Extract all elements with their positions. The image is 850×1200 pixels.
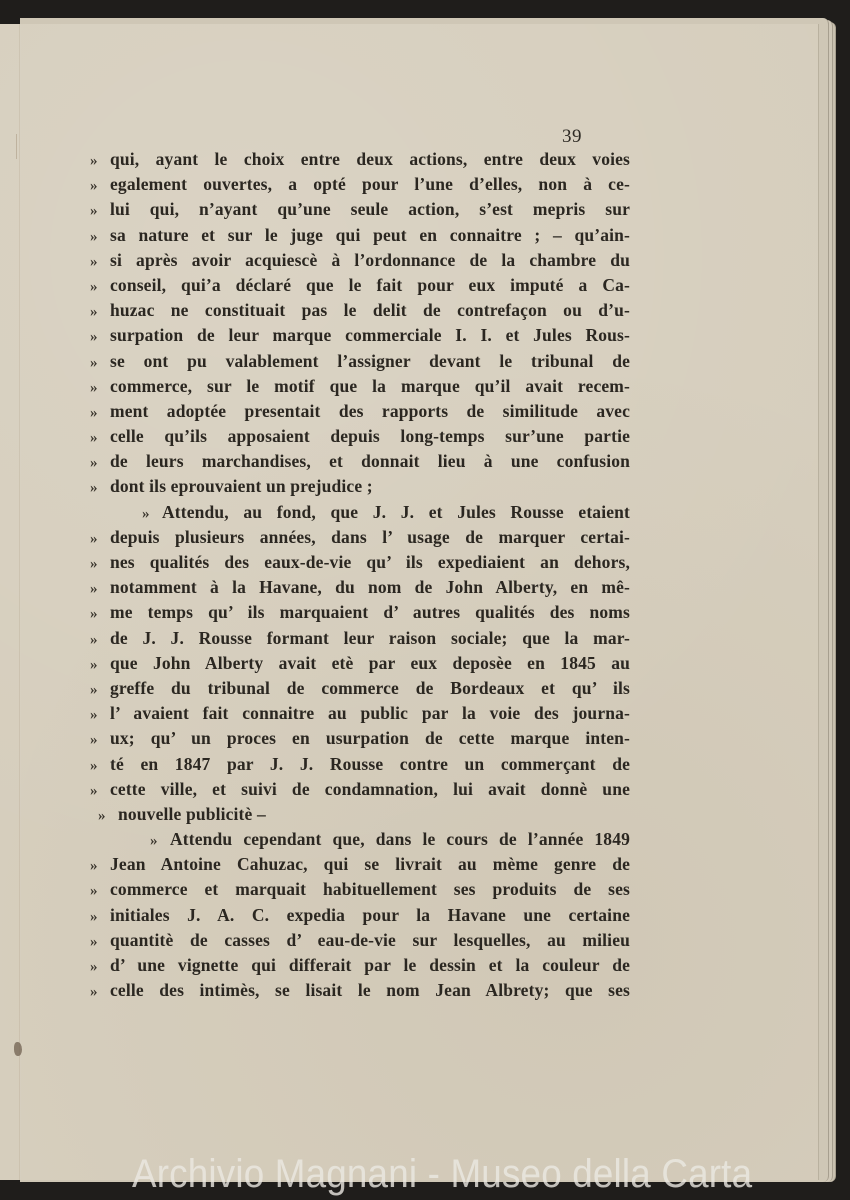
guillemet-mark: » [90,908,98,925]
text-line: » conseil, qui’a déclaré que le fait pour eux imputé a Ca- [90,273,638,298]
guillemet-mark: » [90,404,98,421]
text-line: » ment adoptée presentait des rapports de similitude avec [90,399,638,424]
text-line: » que John Alberty avait etè par eux deposèe en 1845 au [90,651,638,676]
text-line: » se ont pu valablement l’assigner devant le tribunal de [90,349,638,374]
text-line: » d’ une vignette qui differait par le dessin et la couleur de [90,953,638,978]
guillemet-mark: » [90,430,98,447]
guillemet-mark: » [90,354,98,371]
guillemet-mark: » [142,505,150,522]
text-line: » nouvelle publicitè – [90,802,638,827]
guillemet-mark: » [90,757,98,774]
guillemet-mark: » [90,153,98,169]
text-line: » initiales J. A. C. expedia pour la Havane une certaine [90,903,638,928]
guillemet-mark: » [90,581,98,598]
text-line: » surpation de leur marque commerciale I. I. et Jules Rous- [90,323,638,348]
guillemet-mark: » [90,556,98,572]
guillemet-mark: » [90,304,98,321]
paper-crease [16,134,21,159]
guillemet-mark: » [90,732,98,749]
paragraph-start-line: » Attendu cependant que, dans le cours de l’année 1849 [90,827,638,852]
guillemet-mark: » [90,858,98,875]
guillemet-mark: » [90,631,98,648]
text-line: » notamment à la Havane, du nom de John Alberty, en mê- [90,575,638,600]
text-line: » ux; qu’ un proces en usurpation de cette marque inten- [90,726,638,751]
text-line: » té en 1847 par J. J. Rousse contre un commerçant de [90,752,638,777]
guillemet-mark: » [90,480,98,497]
text-line: » de J. J. Rousse formant leur raison sociale; que la mar- [90,626,638,651]
guillemet-mark: » [90,933,98,950]
text-line: » commerce, sur le motif que la marque qu’il avait recem- [90,374,638,399]
text-line: » huzac ne constituait pas le delit de contrefaçon ou d’u- [90,298,638,323]
guillemet-mark: » [90,530,98,547]
guillemet-mark: » [90,203,98,220]
guillemet-mark: » [90,782,98,799]
guillemet-mark: » [90,959,98,975]
text-line: » commerce et marquait habituellement ses produits de ses [90,877,638,902]
text-line: » celle qu’ils apposaient depuis long-temps sur’une partie [90,424,638,449]
guillemet-mark: » [90,329,98,346]
archive-watermark: Archivio Magnani - Museo della Carta [132,1152,753,1196]
guillemet-mark: » [90,178,98,195]
body-text [90,147,638,1003]
text-line: » si après avoir acquiescè à l’ordonnance de la chambre du [90,248,638,273]
text-line: » greffe du tribunal de commerce de Bordeaux et qu’ ils [90,676,638,701]
guillemet-mark: » [90,228,98,245]
page-number: 39 [562,126,582,147]
text-line: » nes qualités des eaux-de-vie qu’ ils expediaient an dehors, [90,550,638,575]
text-line: » Jean Antoine Cahuzac, qui se livrait au mème genre de [90,852,638,877]
text-line: » lui qui, n’ayant qu’une seule action, s’est mepris sur [90,197,638,222]
gutter-fold [19,24,21,1180]
guillemet-mark: » [98,807,106,824]
guillemet-mark: » [90,606,98,623]
text-line: » quantitè de casses d’ eau-de-vie sur lesquelles, au milieu [90,928,638,953]
guillemet-mark: » [90,707,98,724]
guillemet-mark: » [90,681,98,698]
guillemet-mark: » [90,278,98,295]
text-line: » qui, ayant le choix entre deux actions, entre deux voies [90,147,638,172]
text-line: » dont ils eprouvaient un prejudice ; [90,474,638,499]
guillemet-mark: » [90,455,98,472]
guillemet-mark: » [90,379,98,396]
guillemet-mark: » [90,883,98,900]
text-line: » l’ avaient fait connaitre au public par la voie des journa- [90,701,638,726]
text-line: » me temps qu’ ils marquaient d’ autres qualités des noms [90,600,638,625]
paper-blemish [14,1042,22,1056]
text-line: » de leurs marchandises, et donnait lieu à une confusion [90,449,638,474]
guillemet-mark: » [90,984,98,1001]
text-line: » depuis plusieurs années, dans l’ usage de marquer certai- [90,525,638,550]
paragraph-start-line: » Attendu, au fond, que J. J. et Jules Rousse etaient [90,500,638,525]
guillemet-mark: » [90,253,98,270]
text-line: » sa nature et sur le juge qui peut en connaitre ; – qu’ain- [90,223,638,248]
guillemet-mark: » [90,656,98,673]
text-line: » egalement ouvertes, a opté pour l’une d’elles, non à ce- [90,172,638,197]
text-line: » cette ville, et suivi de condamnation, lui avait donnè une [90,777,638,802]
guillemet-mark: » [150,833,158,850]
text-line: » celle des intimès, se lisait le nom Jean Albrety; que ses [90,978,638,1003]
